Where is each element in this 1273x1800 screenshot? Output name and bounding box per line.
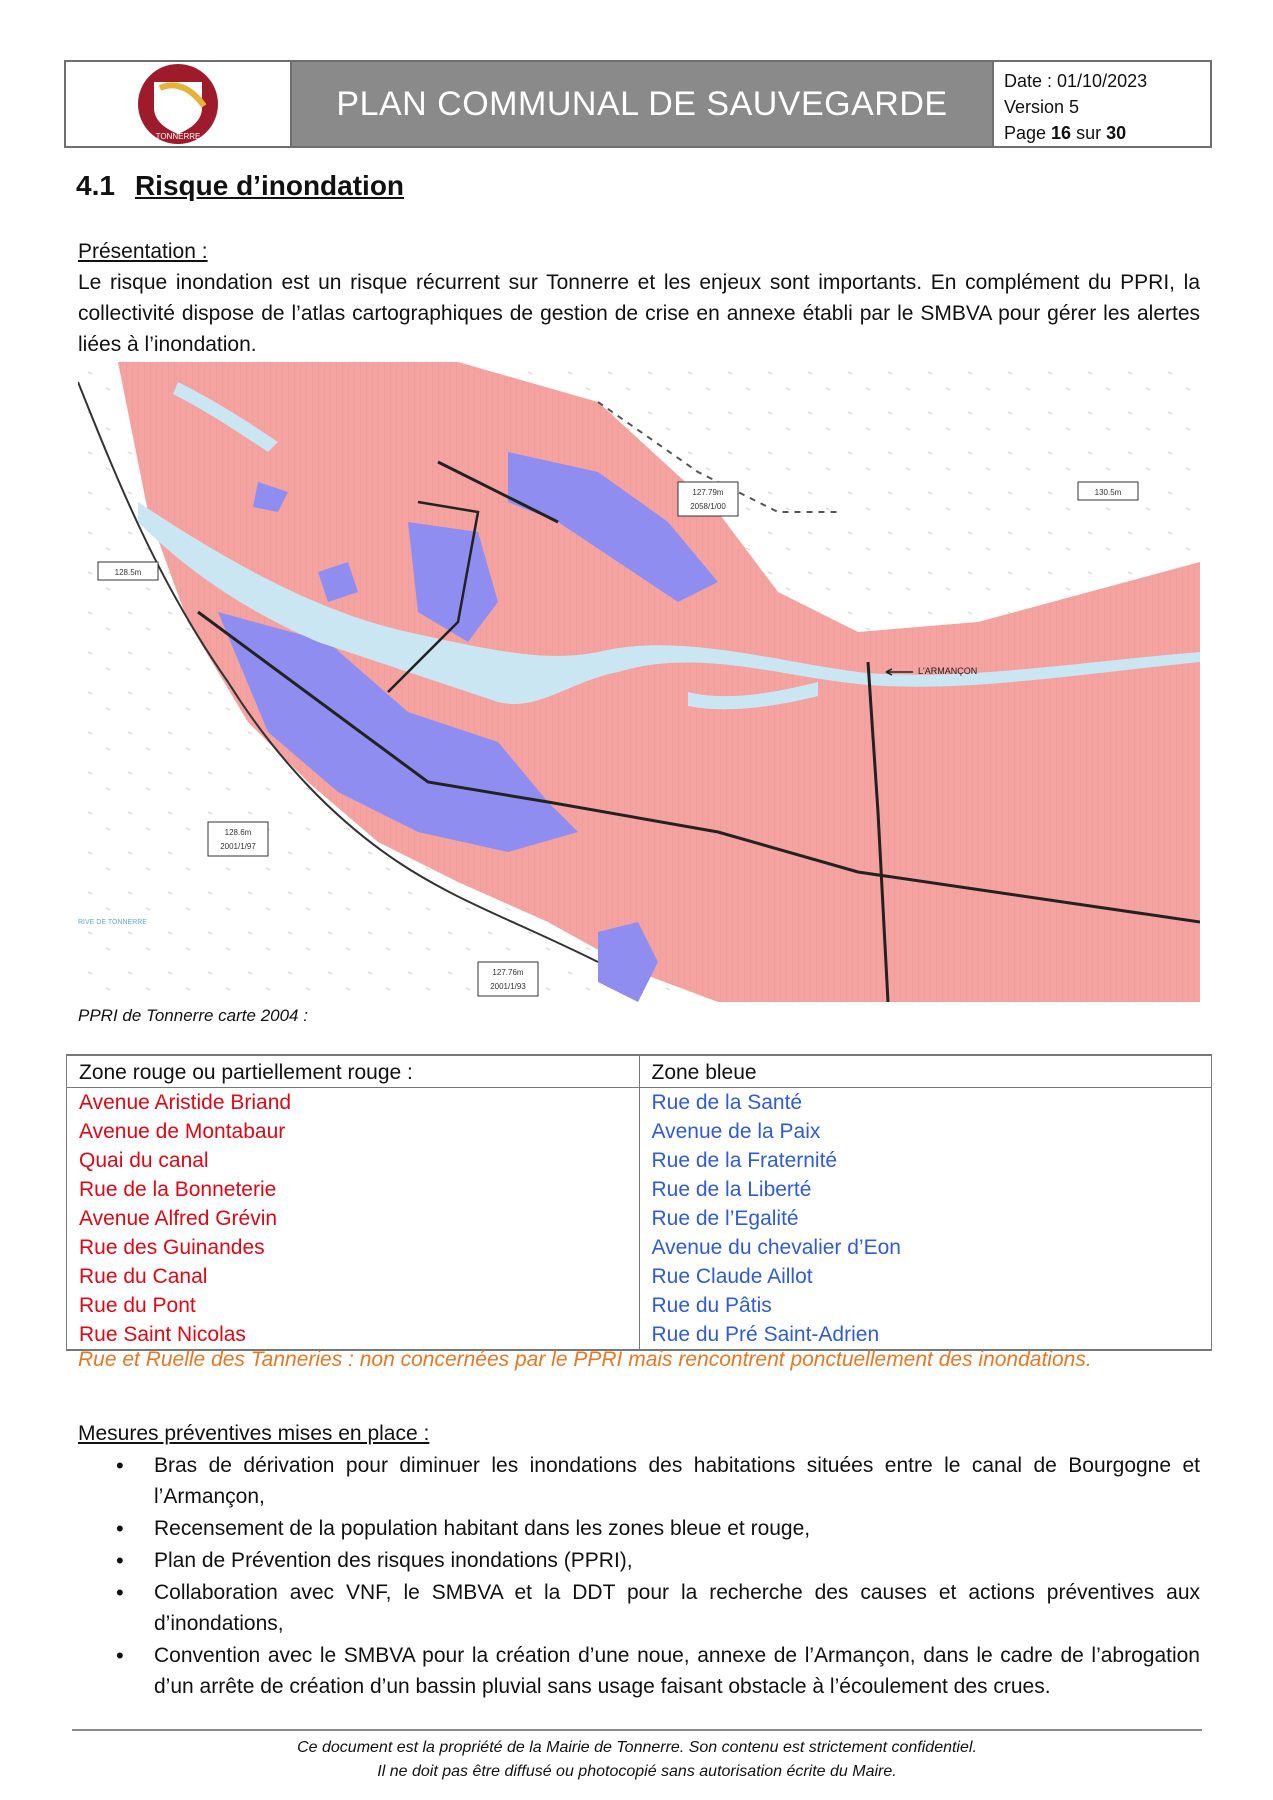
blue-street: Avenue de la Paix (639, 1117, 1212, 1146)
blue-street: Rue de la Santé (639, 1088, 1212, 1118)
svg-text:TONNERRE: TONNERRE (155, 132, 201, 141)
blue-street: Avenue du chevalier d’Eon (639, 1233, 1212, 1262)
document-title: PLAN COMMUNAL DE SAUVEGARDE (292, 62, 992, 146)
svg-text:128.6m: 128.6m (224, 828, 252, 837)
footer-line-2: Il ne doit pas être diffusé ou photocopié sans autorisation écrite du Maire. (377, 1763, 897, 1780)
section-number: 4.1 (76, 170, 115, 201)
section-title (76, 170, 404, 202)
blue-street: Rue du Pâtis (639, 1291, 1212, 1320)
list-item: • Recensement de la population habitant dans les zones bleue et rouge, (78, 1513, 1200, 1544)
red-street: Quai du canal (67, 1146, 640, 1175)
svg-text:127.76m: 127.76m (492, 968, 524, 977)
doc-version: Version 5 (1004, 97, 1080, 117)
logo-cell (66, 62, 292, 146)
red-zone-header: Zone rouge ou partiellement rouge : (67, 1055, 640, 1088)
elevation-label-4 (208, 822, 268, 856)
blue-street: Rue de la Liberté (639, 1175, 1212, 1204)
red-street: Avenue Alfred Grévin (67, 1204, 640, 1233)
table-row (67, 1320, 1212, 1350)
elevation-label-3 (98, 562, 158, 580)
measures-list (78, 1450, 1200, 1702)
table-row (67, 1233, 1212, 1262)
presentation-block (78, 236, 1200, 360)
blue-zone-header: Zone bleue (639, 1055, 1212, 1088)
presentation-text: Le risque inondation est un risque récurrent sur Tonnerre et les enjeux sont importants. En complément du PPRI, la collectivité dispose de l’atlas cartographiques de gestion de crise en annexe établi par le SMBVA pour gérer les alertes liées à l’inondation. (78, 271, 1200, 356)
table-row (67, 1088, 1212, 1118)
presentation-heading: Présentation : (78, 240, 208, 263)
elevation-label-5 (478, 962, 538, 996)
table-header-row (67, 1055, 1212, 1088)
svg-text:2001/1/93: 2001/1/93 (490, 982, 526, 991)
blue-street: Rue de la Fraternité (639, 1146, 1212, 1175)
list-item: • Bras de dérivation pour diminuer les inondations des habitations situées entre le canal de Bourgogne et l’Armançon, (78, 1450, 1200, 1512)
svg-text:130.5m: 130.5m (1094, 488, 1122, 497)
list-item: • Collaboration avec VNF, le SMBVA et la DDT pour la recherche des causes et actions préventives aux d’inondations, (78, 1577, 1200, 1639)
list-item: • Plan de Prévention des risques inondations (PPRI), (78, 1545, 1200, 1576)
blue-street: Rue de l’Egalité (639, 1204, 1212, 1233)
table-row (67, 1175, 1212, 1204)
map-caption: PPRI de Tonnerre carte 2004 : (78, 1006, 308, 1025)
table-row (67, 1262, 1212, 1291)
elevation-label-1 (678, 482, 738, 516)
red-street: Rue du Pont (67, 1291, 640, 1320)
table-row (67, 1117, 1212, 1146)
svg-text:127.79m: 127.79m (692, 488, 724, 497)
red-street: Avenue Aristide Briand (67, 1088, 640, 1118)
measures-heading: Mesures préventives mises en place : (78, 1422, 430, 1445)
red-street: Rue Saint Nicolas (67, 1320, 640, 1350)
footer-divider (72, 1729, 1202, 1731)
red-street: Rue de la Bonneterie (67, 1175, 640, 1204)
list-item: • Convention avec le SMBVA pour la création d’une noue, annexe de l’Armançon, dans le cadre de l’abrogation d’un arrête de création d’un bassin pluvial sans usage faisant obstacle à l’écoulement des crues. (78, 1640, 1200, 1702)
svg-text:128.5m: 128.5m (114, 568, 142, 577)
red-street: Avenue de Montabaur (67, 1117, 640, 1146)
tanneries-note: Rue et Ruelle des Tanneries : non concernées par le PPRI mais rencontrent ponctuellement des inondations. (78, 1348, 1092, 1371)
doc-page: Page 16 sur 30 (1004, 123, 1127, 143)
svg-text:2058/1/00: 2058/1/00 (690, 502, 726, 511)
table-row (67, 1291, 1212, 1320)
table-row (67, 1146, 1212, 1175)
red-street: Rue du Canal (67, 1262, 640, 1291)
river-label: L'ARMANÇON (918, 666, 978, 676)
table-row (67, 1204, 1212, 1233)
blue-street: Rue Claude Aillot (639, 1262, 1212, 1291)
footer-line-1: Ce document est la propriété de la Mairie de Tonnerre. Son contenu est strictement confidentiel. (297, 1739, 977, 1756)
measures-block (78, 1418, 1200, 1703)
section-heading: Risque d’inondation (134, 170, 405, 201)
elevation-label-2 (1078, 482, 1138, 500)
blue-street: Rue du Pré Saint-Adrien (639, 1320, 1212, 1350)
page-footer (72, 1736, 1202, 1784)
zones-table (66, 1054, 1212, 1351)
red-street: Rue des Guinandes (67, 1233, 640, 1262)
ppri-flood-map (78, 362, 1200, 1002)
tonnerre-logo (130, 62, 226, 146)
page-header (64, 60, 1212, 148)
map-corner-label: RIVE DE TONNERRE (78, 919, 147, 926)
document-meta (992, 62, 1210, 146)
svg-text:2001/1/97: 2001/1/97 (220, 842, 256, 851)
doc-date: Date : 01/10/2023 (1004, 71, 1148, 91)
